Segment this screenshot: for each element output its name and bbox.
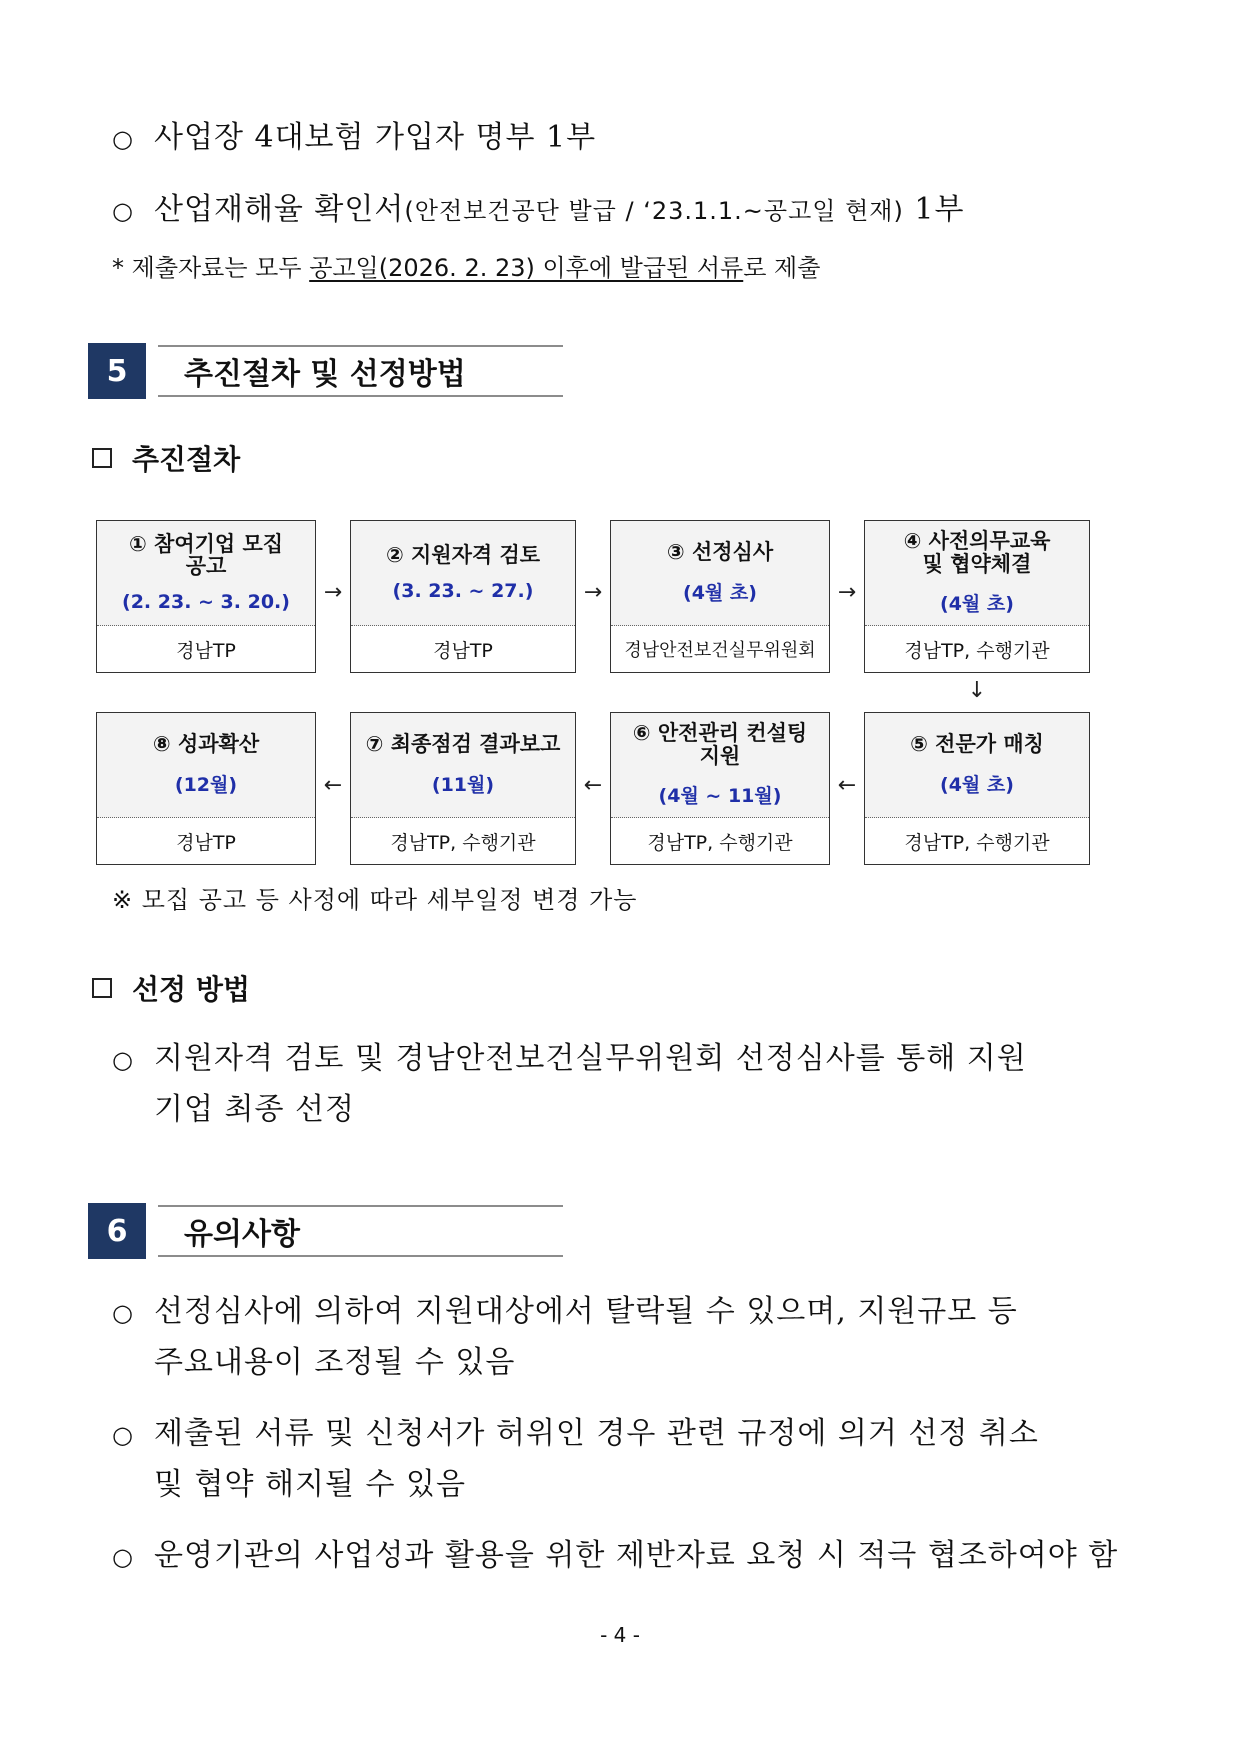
section-number: 6 — [88, 1203, 146, 1259]
step-date: (3. 23. ~ 27.) — [392, 580, 534, 603]
doc-item-accident-rate — [112, 184, 964, 228]
doc-item-text: 산업재해율 확인서 — [154, 192, 405, 227]
step-org: 경남TP, 수행기관 — [390, 831, 536, 854]
step-title: ⑦ 최종점검 결과보고 — [365, 732, 561, 757]
step-org: 경남TP — [176, 639, 236, 662]
subsection-title: 추진절차 — [132, 443, 241, 476]
step-title: ① 참여기업 모집 공고 — [128, 531, 284, 578]
step-org: 경남안전보건실무위원회 — [624, 640, 816, 661]
schedule-note: ※ 모집 공고 등 사정에 따라 세부일정 변경 가능 — [112, 886, 638, 914]
caution-line-1: 운영기관의 사업성과 활용을 위한 제반자료 요청 시 적극 협조하여야 함 — [154, 1538, 1119, 1573]
subsection-title: 선정 방법 — [132, 973, 250, 1006]
step-title: ⑥ 안전관리 컨설팅 지원 — [632, 721, 808, 768]
step-date: (4월 ~ 11월) — [658, 784, 782, 807]
arrow-right-icon: → — [323, 580, 343, 605]
caution-item-3 — [112, 1534, 1119, 1579]
step-org: 경남TP — [433, 639, 493, 662]
caution-item-2 — [112, 1412, 1112, 1507]
caution-line-1: 제출된 서류 및 신청서가 허위인 경우 관련 규정에 의거 선정 취소 — [154, 1416, 1039, 1451]
process-step-8 — [96, 712, 316, 865]
caution-line-2: 주요내용이 조정될 수 있음 — [154, 1345, 516, 1380]
process-step-4 — [864, 520, 1090, 673]
method-line-2: 기업 최종 선정 — [154, 1092, 355, 1127]
method-item — [112, 1037, 1112, 1132]
process-step-7 — [350, 712, 576, 865]
note-suffix: 로 제출 — [743, 254, 821, 282]
process-step-3 — [610, 520, 830, 673]
section-title-text: 추진절차 및 선정방법 — [184, 357, 466, 392]
step-date: (11월) — [431, 773, 495, 796]
step-date: (2. 23. ~ 3. 20.) — [122, 591, 290, 614]
page-number: - 4 - — [600, 1623, 640, 1647]
step-date: (4월 초) — [940, 592, 1014, 615]
bullet-mark: ○ — [112, 1421, 134, 1449]
subsection-heading-process — [92, 438, 240, 478]
square-bullet-icon — [92, 448, 112, 468]
doc-item-count: 1부 — [903, 192, 965, 227]
submission-note — [112, 248, 820, 283]
bullet-mark: ○ — [112, 125, 134, 153]
step-org: 경남TP, 수행기관 — [647, 831, 793, 854]
doc-item-issuer: (안전보건공단 발급 / ‘23.1.1.~공고일 현재) — [404, 197, 904, 225]
step-date: (12월) — [174, 773, 238, 796]
arrow-left-icon: ← — [837, 773, 857, 798]
step-title: ④ 사전의무교육 및 협약체결 — [903, 529, 1051, 576]
bullet-mark: ○ — [112, 197, 134, 225]
step-title: ② 지원자격 검토 — [385, 542, 541, 567]
bullet-mark: ○ — [112, 1299, 134, 1327]
arrow-left-icon: ← — [583, 773, 603, 798]
step-org: 경남TP, 수행기관 — [904, 639, 1050, 662]
bullet-mark: ○ — [112, 1046, 134, 1074]
section-number: 5 — [88, 343, 146, 399]
note-prefix: * 제출자료는 모두 — [112, 254, 310, 282]
section-title — [158, 345, 563, 397]
step-title: ⑧ 성과확산 — [152, 732, 260, 757]
square-bullet-icon — [92, 978, 112, 998]
process-step-2 — [350, 520, 576, 673]
section-title-text: 유의사항 — [184, 1217, 300, 1252]
caution-line-2: 및 협약 해지될 수 있음 — [154, 1467, 466, 1502]
process-step-6 — [610, 712, 830, 865]
step-title: ③ 선정심사 — [666, 540, 774, 565]
arrow-down-icon: ↓ — [967, 678, 987, 703]
subsection-heading-method — [92, 968, 250, 1008]
step-org: 경남TP — [176, 831, 236, 854]
step-date: (4월 초) — [683, 581, 757, 604]
step-date: (4월 초) — [940, 773, 1014, 796]
arrow-right-icon: → — [583, 580, 603, 605]
section-title — [158, 1205, 563, 1257]
arrow-right-icon: → — [837, 580, 857, 605]
doc-item-text: 사업장 4대보험 가입자 명부 1부 — [154, 120, 597, 155]
caution-line-1: 선정심사에 의하여 지원대상에서 탈락될 수 있으며, 지원규모 등 — [154, 1294, 1018, 1329]
method-line-1: 지원자격 검토 및 경남안전보건실무위원회 선정심사를 통해 지원 — [154, 1041, 1027, 1076]
step-org: 경남TP, 수행기관 — [904, 831, 1050, 854]
process-step-5 — [864, 712, 1090, 865]
note-underlined: 공고일(2026. 2. 23) 이후에 발급된 서류 — [309, 254, 744, 282]
process-step-1 — [96, 520, 316, 673]
step-title: ⑤ 전문가 매칭 — [910, 732, 1044, 757]
caution-item-1 — [112, 1290, 1112, 1385]
arrow-left-icon: ← — [323, 773, 343, 798]
doc-item-insurance-list — [112, 112, 596, 156]
bullet-mark: ○ — [112, 1543, 134, 1571]
